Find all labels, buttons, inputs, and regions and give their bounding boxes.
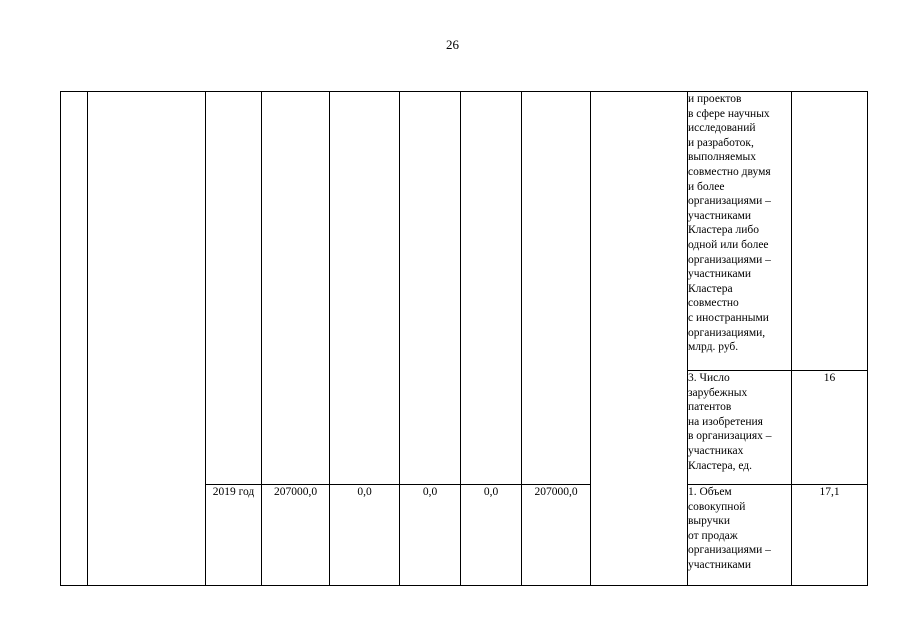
indicator-value-cell: 17,1 [792,485,868,586]
text-line: Кластера [688,282,733,295]
indicator-value-cell [792,92,868,371]
table-cell [262,92,330,485]
text-line: участниках [688,444,744,457]
text-line: организациями, [688,326,766,339]
text-line: в сфере научных [688,107,770,120]
text-line: от продаж [688,529,738,542]
text-line: и более [688,180,725,193]
text-line: млрд. руб. [688,341,739,354]
page-number: 26 [446,37,459,52]
funding-cell: 0,0 [461,485,522,586]
text-line: участниками [688,209,752,222]
table-cell [461,92,522,485]
text-line: совместно двумя [688,165,771,178]
text-line: одной или более [688,238,769,251]
indicator-text-cell [688,92,792,371]
funding-cell: 0,0 [330,485,400,586]
indicator-text-cell [688,371,792,485]
text-line: участниками [688,558,752,571]
text-line: выполняемых [688,151,756,164]
text-line: на изобретения [688,415,763,428]
table-cell [522,92,591,485]
table-cell [400,92,461,485]
text-line: и проектов [688,93,742,105]
indicator-value-cell: 16 [792,371,868,485]
funding-cell: 207000,0 [522,485,591,586]
text-line: 1. Объем [688,486,732,498]
text-line: выручки [688,515,731,528]
text-line: Кластера, ед. [688,459,753,472]
indicator-text-cell [688,485,792,586]
text-line: в организациях – [688,430,772,443]
text-line: организациями – [688,544,771,557]
text-line: организациями – [688,195,771,208]
table-row [61,92,868,371]
table-cell [330,92,400,485]
table-cell [61,92,88,586]
text-line: 3. Число [688,372,730,384]
funding-cell: 0,0 [400,485,461,586]
text-line: организациями – [688,253,771,266]
text-line: исследований [688,122,756,135]
table-cell [591,92,688,586]
text-line: участниками [688,268,752,281]
total-funding-cell: 207000,0 [262,485,330,586]
text-line: совместно [688,297,739,310]
text-line: и разработок, [688,136,754,149]
text-line: патентов [688,401,732,414]
table-cell [88,92,206,586]
year-cell: 2019 год [206,485,262,586]
text-line: с иностранными [688,311,769,324]
text-line: совокупной [688,500,746,513]
table-cell [206,92,262,485]
text-line: Кластера либо [688,224,759,237]
data-table [60,91,868,586]
text-line: зарубежных [688,386,748,399]
